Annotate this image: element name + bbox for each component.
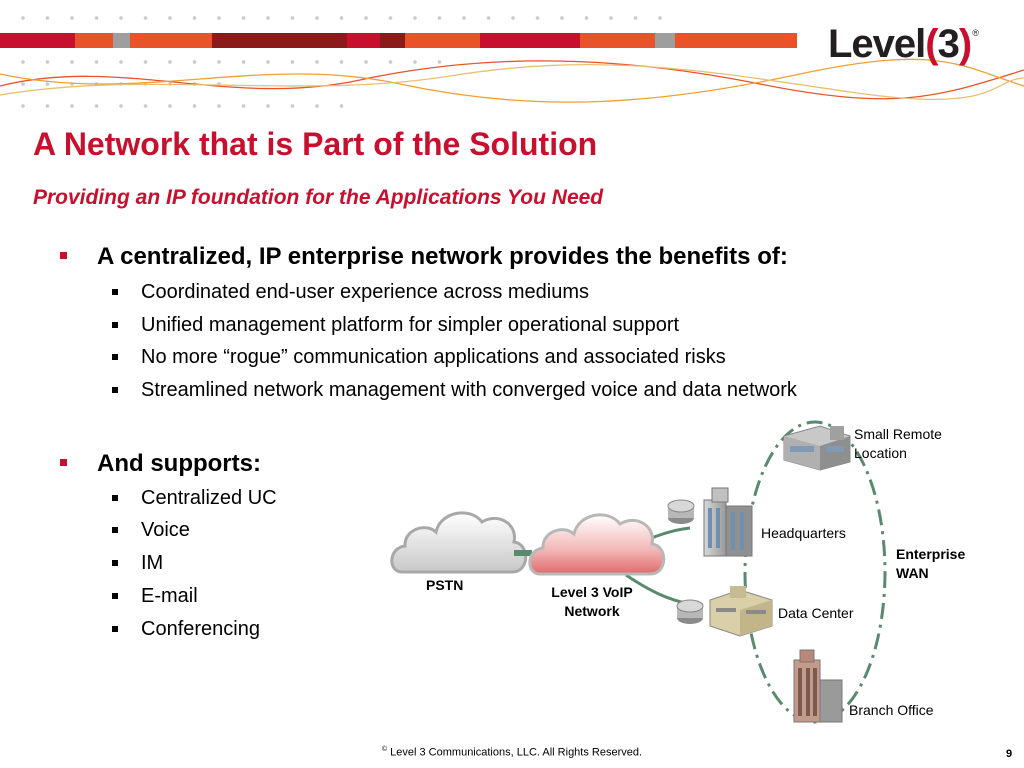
sub-bullet-text: Coordinated end-user experience across mediums: [141, 281, 590, 303]
page-number: 9: [1006, 748, 1013, 760]
sub-bullet-text: No more “rogue” communication applications and associated risks: [141, 346, 726, 368]
voip-cloud-icon: [530, 515, 664, 574]
voip-label-line2: Network: [564, 603, 620, 619]
small-remote-label: [854, 425, 942, 463]
pstn-cloud-icon: [392, 513, 526, 572]
voip-network-label: [540, 583, 644, 621]
small-remote-line1: Small Remote: [854, 426, 942, 442]
sub-bullet-text: IM: [141, 552, 164, 574]
wan-label-line2: WAN: [896, 565, 929, 581]
headquarters-building-icon: [668, 488, 752, 556]
copyright-symbol: ©: [381, 746, 388, 753]
pstn-label: PSTN: [426, 577, 464, 593]
data-center-building-icon: [677, 586, 772, 636]
logo-open-paren: (: [925, 21, 938, 66]
pstn-voip-link: [514, 550, 532, 556]
data-center-label: Data Center: [778, 605, 854, 621]
slide-title: A Network that is Part of the Solution: [33, 126, 598, 162]
sub-bullet-text: Centralized UC: [141, 487, 277, 509]
logo-word: Level: [828, 21, 926, 66]
branch-office-label: Branch Office: [849, 702, 934, 718]
logo-number: 3: [937, 21, 959, 66]
wan-label-line1: Enterprise: [896, 546, 966, 562]
sub-bullet-text: Streamlined network management with converged voice and data network: [141, 379, 797, 401]
voip-label-line1: Level 3 VoIP: [551, 584, 633, 600]
bullet-text: A centralized, IP enterprise network provides the benefits of:: [97, 243, 788, 270]
logo-close-paren: ): [958, 21, 972, 66]
sub-bullet-text: E-mail: [141, 585, 198, 607]
footer-copyright: [0, 746, 1024, 759]
bullet-text: And supports:: [97, 450, 261, 477]
sub-bullet-text: Voice: [141, 519, 190, 541]
small-remote-building-icon: [784, 426, 850, 470]
sub-bullet-text: Unified management platform for simpler operational support: [141, 314, 680, 336]
slide-subtitle: Providing an IP foundation for the Applications You Need: [33, 186, 604, 209]
headquarters-label: Headquarters: [761, 525, 846, 541]
enterprise-wan-label: [896, 545, 965, 583]
branch-office-building-icon: [794, 650, 842, 722]
small-remote-line2: Location: [854, 445, 907, 461]
copyright-text: Level 3 Communications, LLC. All Rights Reserved.: [390, 746, 643, 759]
sub-bullet-text: Conferencing: [141, 618, 260, 640]
logo-registered: ®: [972, 28, 979, 38]
